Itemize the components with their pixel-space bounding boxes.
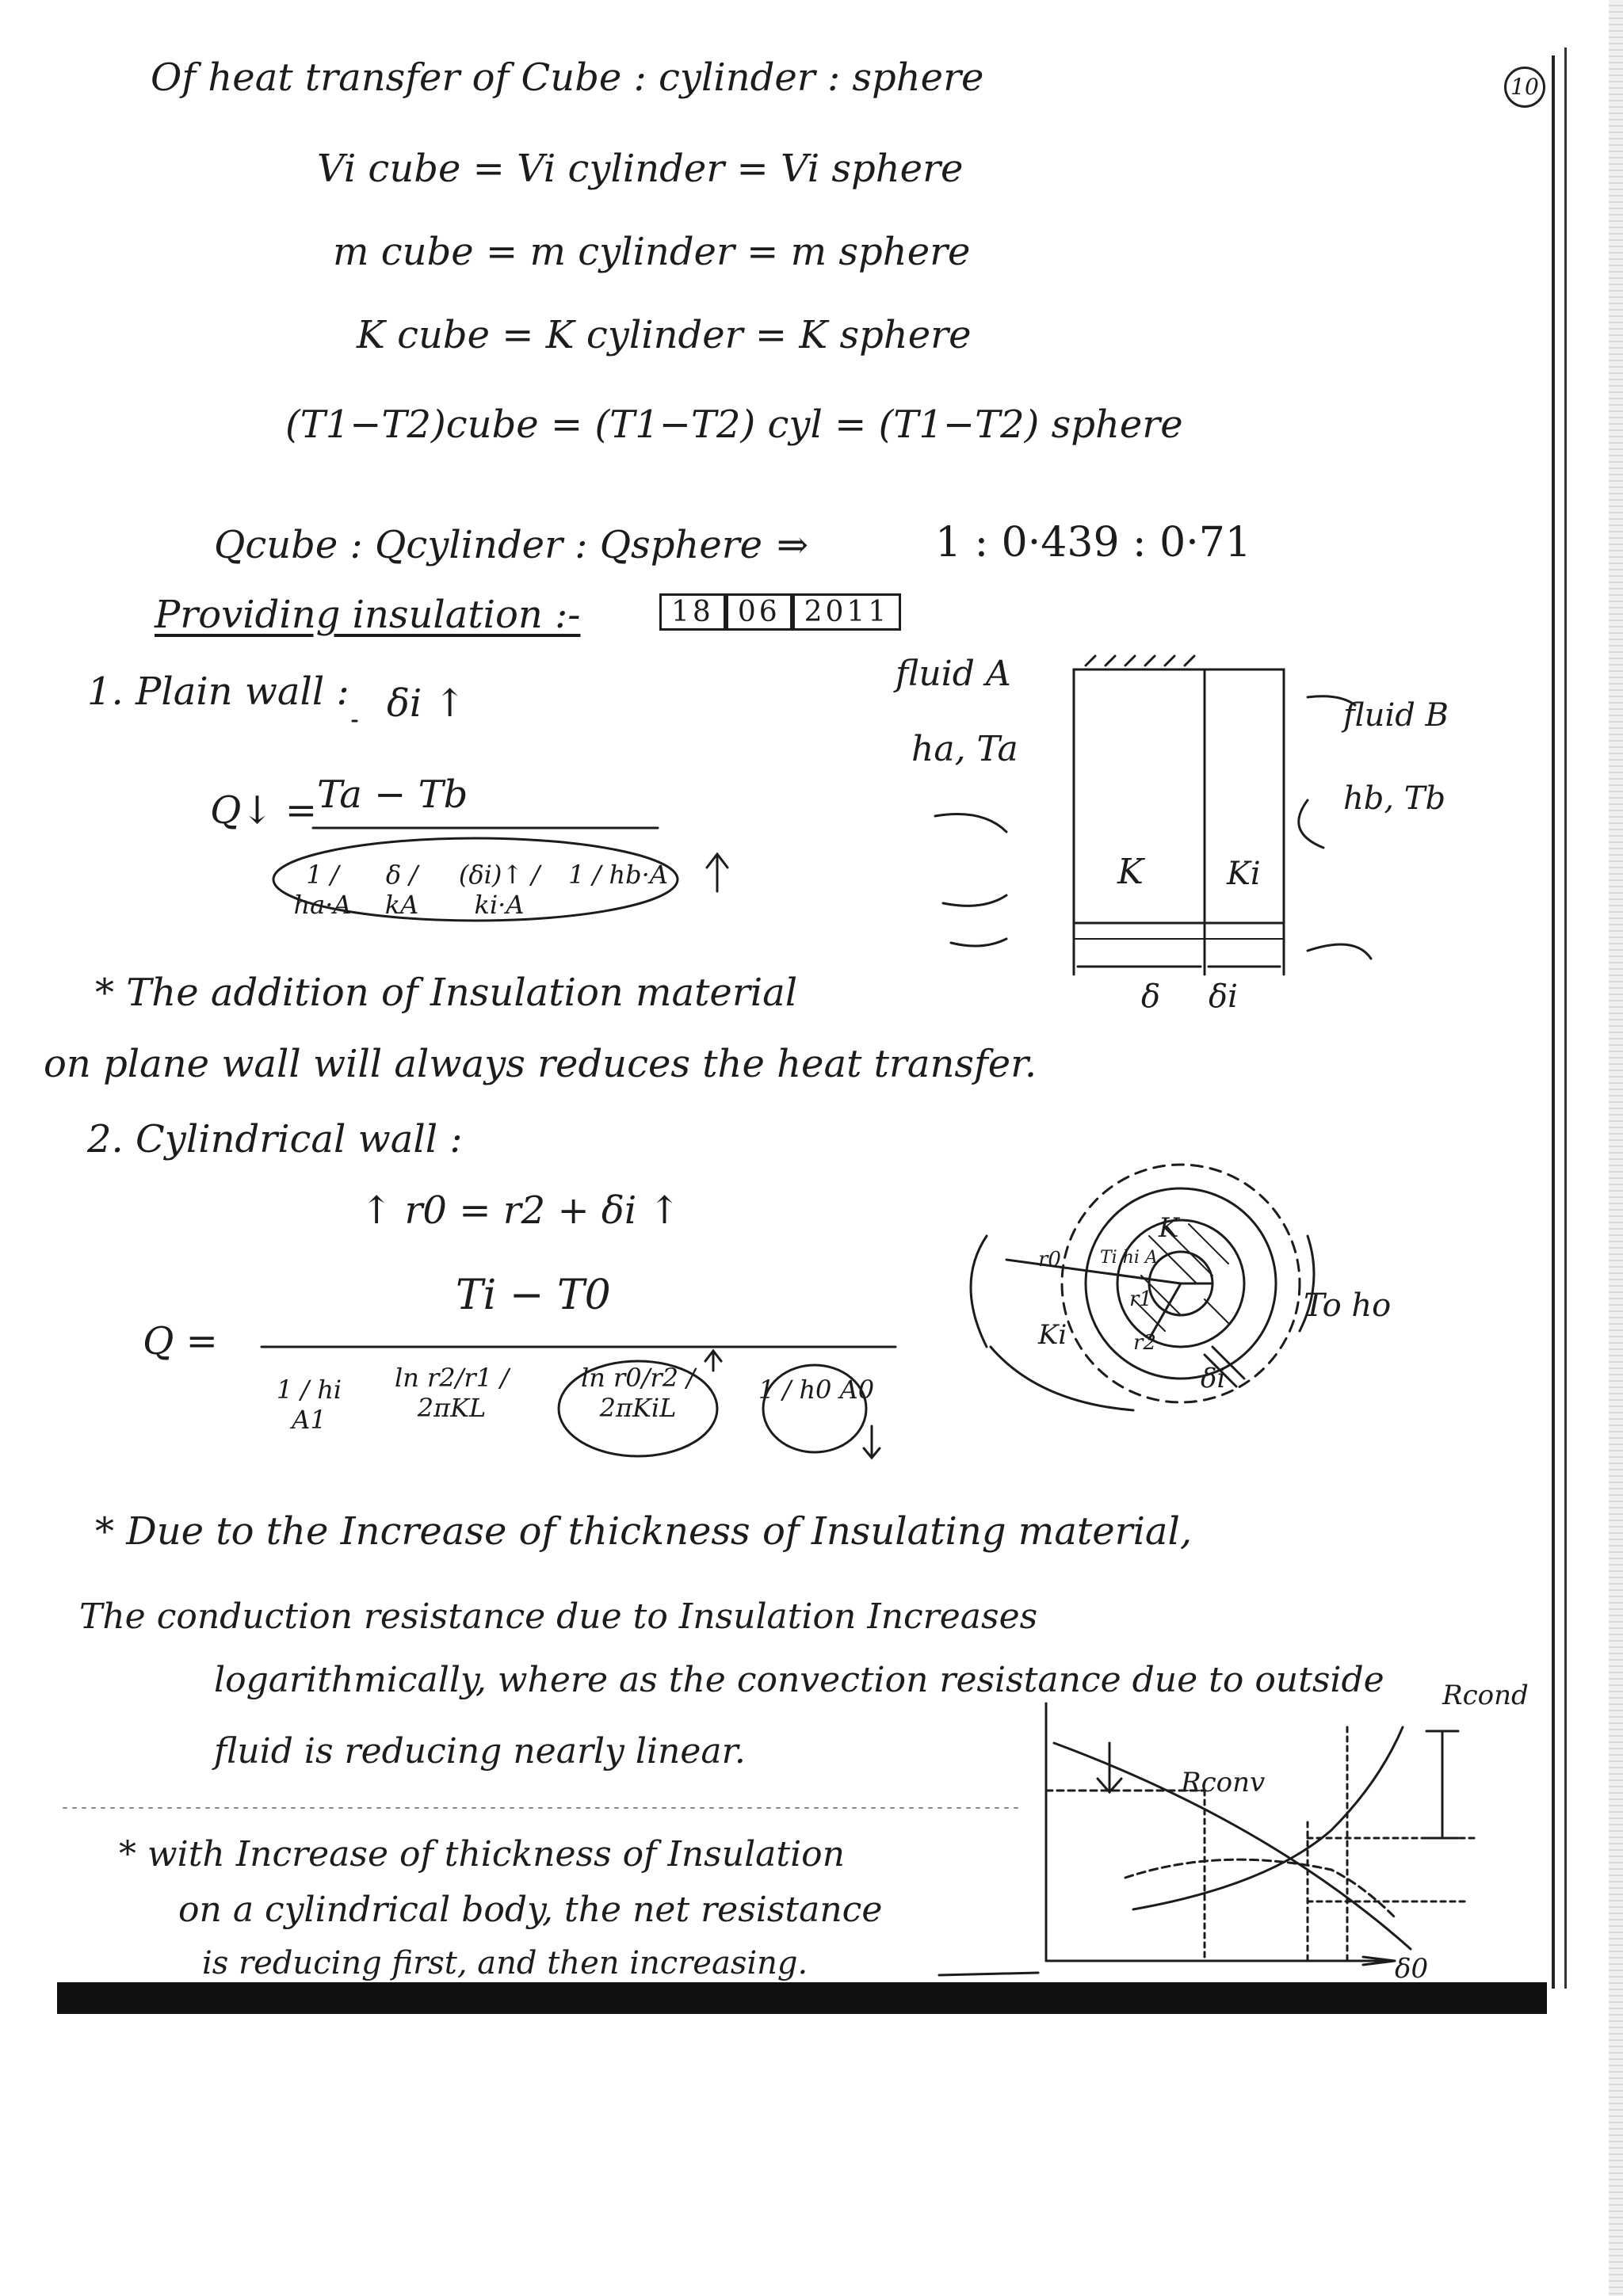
wall-delta-label: δ [1141,978,1161,1015]
cyl-r1-label: r1 [1129,1287,1152,1311]
ratio-arrow: ⇒ [777,523,809,567]
cyl-r0-line [1006,1260,1181,1283]
rconv-label: Rconv [1181,1767,1266,1798]
note-net-1: * with Increase of thickness of Insulation [119,1834,845,1875]
note-net-2: on a cylindrical body, the net resistance [178,1890,883,1930]
providing-insulation-heading: Providing insulation :- [155,593,581,637]
plain-wall-heading: 1. Plain wall : [87,669,349,714]
title-line: Of heat transfer of Cube : cylinder : sphere [151,55,984,100]
note-net-3: is reducing first, and then increasing. [202,1945,808,1981]
wall-ki-rect [1205,669,1284,923]
note-cyl-3: logarithmically, where as the convection resistance due to outside [214,1660,1384,1700]
note-cyl-4: fluid is reducing nearly linear. [214,1731,746,1772]
note-plain-2: on plane wall will always reduces the heat transfer. [44,1042,1037,1086]
note-cyl-1: * Due to the Increase of thickness of Insulating material, [95,1509,1193,1554]
wall-delta-i-label: δi [1209,978,1238,1015]
plain-term-3: (δi)↑ / ki·A [458,860,540,920]
cyl-center-label: Ti hi A [1100,1248,1158,1268]
plain-denominator-ellipse [273,838,678,921]
mass-line: m cube = m cylinder = m sphere [333,230,971,274]
x-axis-label: δ0 [1395,1953,1429,1985]
cyl-r2-label: r2 [1133,1331,1156,1355]
volume-line: Vi cube = Vi cylinder = Vi sphere [317,147,964,191]
ratio-lhs: Qcube : Qcylinder : Qsphere [214,523,763,567]
fluid-b-label: fluid B [1343,697,1449,734]
plain-term-4: 1 / hb·A [568,860,668,890]
date-day: 18 [659,593,726,631]
plain-term-1: 1 / ha·A [293,860,352,920]
delta-i-increase: δi ↑ [387,681,466,726]
note-cyl-2: The conduction resistance due to Insulation Increases [79,1596,1038,1637]
cyl-term-4: 1 / h0 A0 [758,1375,875,1405]
to-ho-label: To ho [1304,1287,1392,1324]
q-cyl-numerator: Ti − T0 [456,1272,611,1319]
plain-term-2: δ / kA [384,860,419,920]
cyl-r0-label: r0 [1038,1248,1061,1272]
ratio-rhs: 1 : 0·439 : 0·71 [935,519,1251,566]
wall-k-label: K [1117,852,1144,892]
cylindrical-wall-heading: 2. Cylindrical wall : [87,1117,463,1161]
net-resistance-curve [1125,1859,1395,1917]
date-month: 06 [726,593,792,631]
conductivity-line: K cube = K cylinder = K sphere [357,313,972,357]
cyl-ki-label: Ki [1038,1319,1067,1351]
hb-tb-label: hb, Tb [1343,780,1446,817]
cyl-term-2: ln r2/r1 / 2πKL [394,1363,510,1423]
rconv-curve [1054,1743,1411,1949]
rcond-curve [1133,1727,1403,1909]
page-number: 10 [1504,67,1545,108]
cyl-term-1: 1 / hi A1 [276,1375,342,1435]
wall-k-rect [1074,669,1205,923]
fluid-a-label: fluid A [896,654,1011,694]
cyl-k-label: K [1159,1212,1179,1244]
date-year: 2011 [792,593,902,631]
q-plain-numerator: Ta − Tb [317,772,468,817]
note-plain-1: * The addition of Insulation material [95,971,798,1015]
cyl-delta-i-label: δi [1201,1363,1226,1394]
ha-ta-label: ha, Ta [911,729,1018,769]
q-plain-lhs: Q↓ = [210,788,318,833]
q-cyl-lhs: Q = [143,1319,218,1363]
r0-equation: ↑ r0 = r2 + δi ↑ [361,1188,681,1233]
wall-ki-label: Ki [1227,856,1261,892]
temperature-line: (T1−T2)cube = (T1−T2) cyl = (T1−T2) sphere [285,402,1183,447]
cyl-term-3: ln r0/r2 / 2πKiL [580,1363,696,1423]
rcond-label: Rcond [1442,1680,1529,1711]
